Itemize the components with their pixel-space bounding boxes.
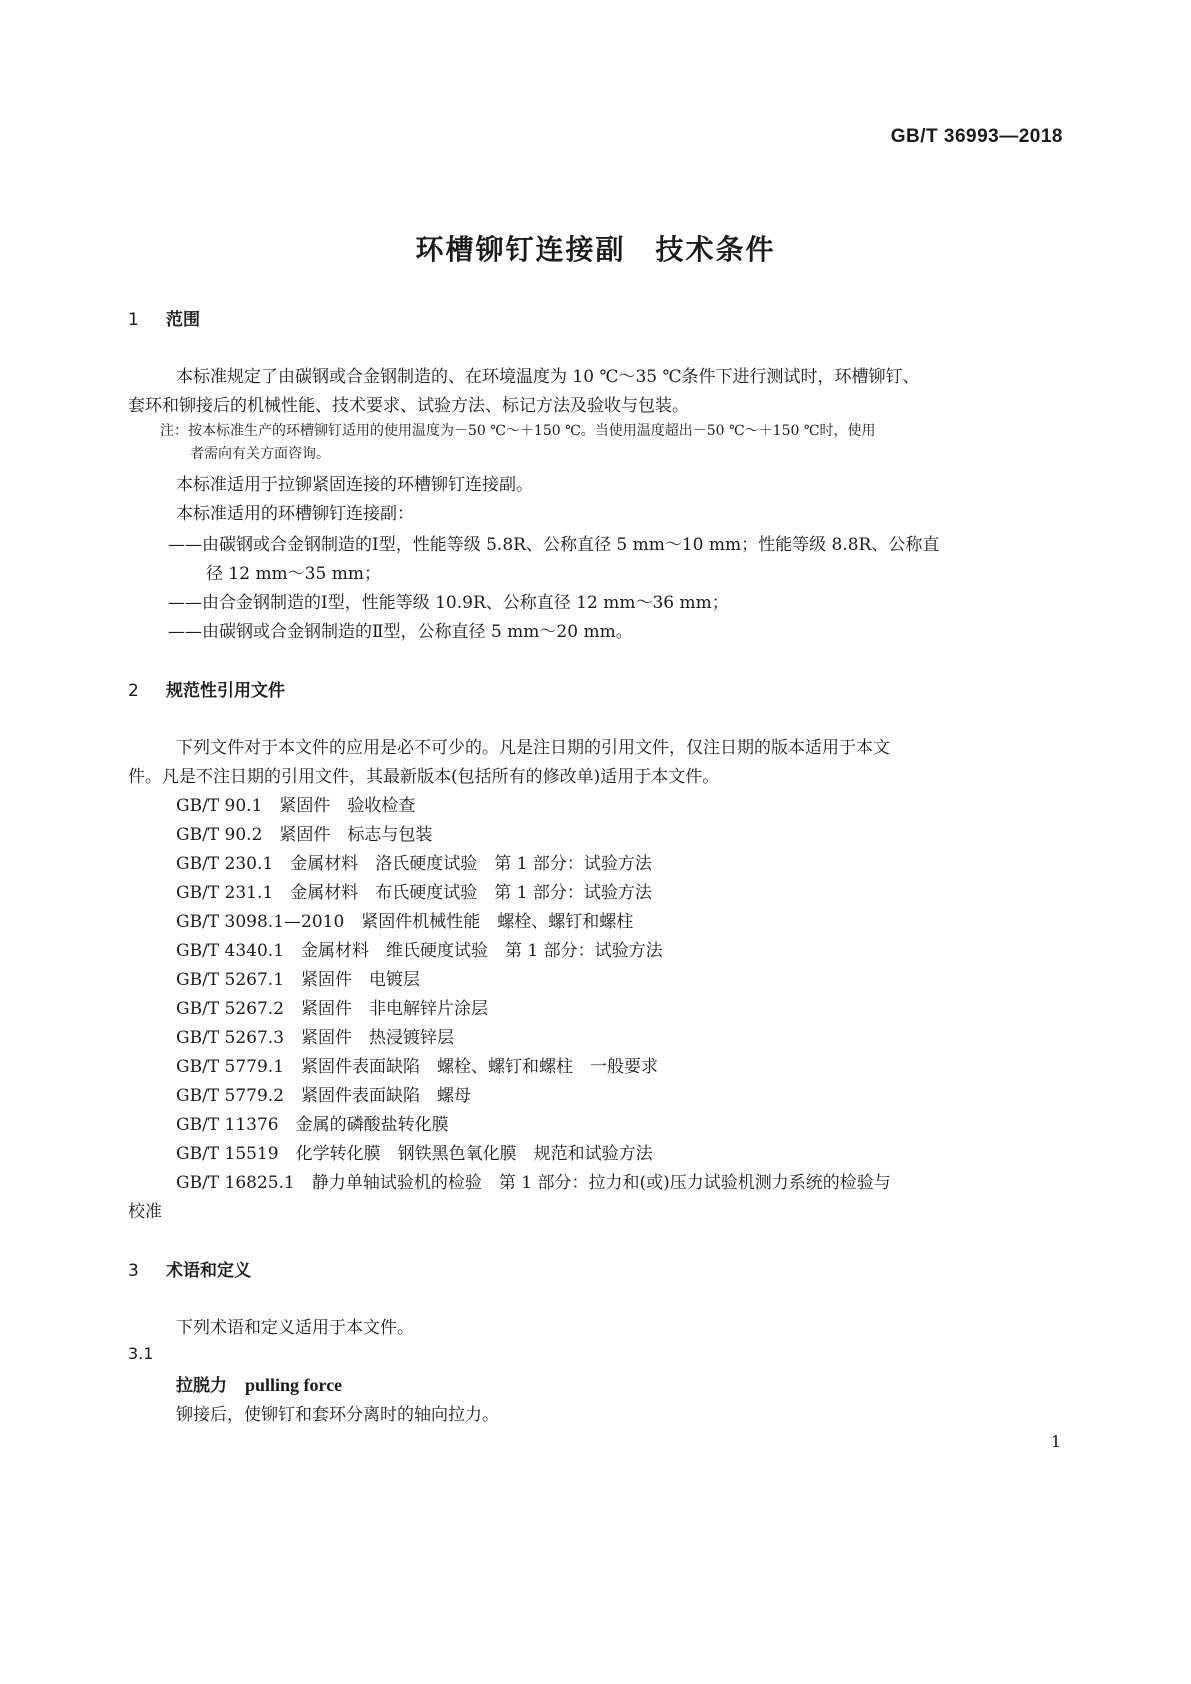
scope-para-2: 本标准适用于拉铆紧固连接的环槽铆钉连接副。 bbox=[176, 475, 533, 495]
section-1-heading bbox=[128, 305, 200, 330]
references-intro-line-2: 件。凡是不注日期的引用文件，其最新版本(包括所有的修改单)适用于本文件。 bbox=[128, 767, 720, 787]
scope-item-2: ——由合金钢制造的Ⅰ型，性能等级 10.9R、公称直径 12 mm～36 mm； bbox=[168, 593, 729, 613]
section-2-title: 规范性引用文件 bbox=[166, 681, 285, 701]
reference-item-continuation: 校准 bbox=[128, 1202, 162, 1222]
section-3-heading bbox=[128, 1256, 251, 1281]
reference-item: GB/T 231.1 金属材料 布氏硬度试验 第 1 部分：试验方法 bbox=[176, 883, 652, 903]
reference-item: GB/T 15519 化学转化膜 钢铁黑色氧化膜 规范和试验方法 bbox=[176, 1144, 653, 1164]
section-3-title: 术语和定义 bbox=[166, 1261, 251, 1281]
reference-item: GB/T 11376 金属的磷酸盐转化膜 bbox=[176, 1115, 449, 1135]
term-definition: 铆接后，使铆钉和套环分离时的轴向拉力。 bbox=[176, 1405, 499, 1425]
term-number: 3.1 bbox=[128, 1344, 154, 1363]
standard-number: GB/T 36993—2018 bbox=[890, 126, 1063, 147]
scope-note-line-1: 注：按本标准生产的环槽铆钉适用的使用温度为－50 ℃～＋150 ℃。当使用温度超出－50 ℃～＋150 ℃时，使用 bbox=[160, 423, 876, 439]
section-3-number: 3 bbox=[128, 1261, 139, 1281]
section-2-heading bbox=[128, 676, 285, 701]
term-english: pulling force bbox=[245, 1375, 343, 1395]
reference-item: GB/T 5267.1 紧固件 电镀层 bbox=[176, 970, 421, 990]
scope-item-1-line-1: ——由碳钢或合金钢制造的Ⅰ型，性能等级 5.8R、公称直径 5 mm～10 mm；性能等级 8.8R、公称直 bbox=[168, 535, 940, 555]
reference-item: GB/T 5267.2 紧固件 非电解锌片涂层 bbox=[176, 999, 489, 1019]
scope-note-line-2: 者需向有关方面咨询。 bbox=[190, 446, 330, 462]
section-1-number: 1 bbox=[128, 310, 139, 330]
terms-intro: 下列术语和定义适用于本文件。 bbox=[176, 1318, 414, 1338]
document-title: 环槽铆钉连接副 技术条件 bbox=[415, 233, 776, 266]
reference-item: GB/T 16825.1 静力单轴试验机的检验 第 1 部分：拉力和(或)压力试验机测力系统的检验与 bbox=[176, 1173, 891, 1193]
reference-item: GB/T 90.2 紧固件 标志与包装 bbox=[176, 825, 433, 845]
reference-item: GB/T 230.1 金属材料 洛氏硬度试验 第 1 部分：试验方法 bbox=[176, 854, 652, 874]
reference-item: GB/T 4340.1 金属材料 维氏硬度试验 第 1 部分：试验方法 bbox=[176, 941, 663, 961]
scope-item-3: ——由碳钢或合金钢制造的Ⅱ型，公称直径 5 mm～20 mm。 bbox=[168, 622, 633, 642]
term-chinese: 拉脱力 bbox=[176, 1376, 227, 1396]
section-2-number: 2 bbox=[128, 681, 139, 701]
term-title bbox=[176, 1371, 342, 1396]
page-number: 1 bbox=[1050, 1432, 1061, 1451]
reference-item: GB/T 90.1 紧固件 验收检查 bbox=[176, 796, 416, 816]
section-1-title: 范围 bbox=[166, 310, 200, 330]
reference-item: GB/T 3098.1—2010 紧固件机械性能 螺栓、螺钉和螺柱 bbox=[176, 912, 634, 932]
reference-item: GB/T 5779.1 紧固件表面缺陷 螺栓、螺钉和螺柱 一般要求 bbox=[176, 1057, 659, 1077]
scope-para-1-line-1: 本标准规定了由碳钢或合金钢制造的、在环境温度为 10 ℃～35 ℃条件下进行测试时，环槽铆钉、 bbox=[176, 367, 920, 387]
scope-para-1-line-2: 套环和铆接后的机械性能、技术要求、试验方法、标记方法及验收与包装。 bbox=[128, 396, 689, 416]
reference-item: GB/T 5779.2 紧固件表面缺陷 螺母 bbox=[176, 1086, 472, 1106]
scope-item-1-line-2: 径 12 mm～35 mm； bbox=[206, 564, 381, 584]
reference-item: GB/T 5267.3 紧固件 热浸镀锌层 bbox=[176, 1028, 455, 1048]
scope-para-3: 本标准适用的环槽铆钉连接副： bbox=[176, 504, 414, 524]
references-intro-line-1: 下列文件对于本文件的应用是必不可少的。凡是注日期的引用文件，仅注日期的版本适用于本文 bbox=[176, 738, 890, 758]
